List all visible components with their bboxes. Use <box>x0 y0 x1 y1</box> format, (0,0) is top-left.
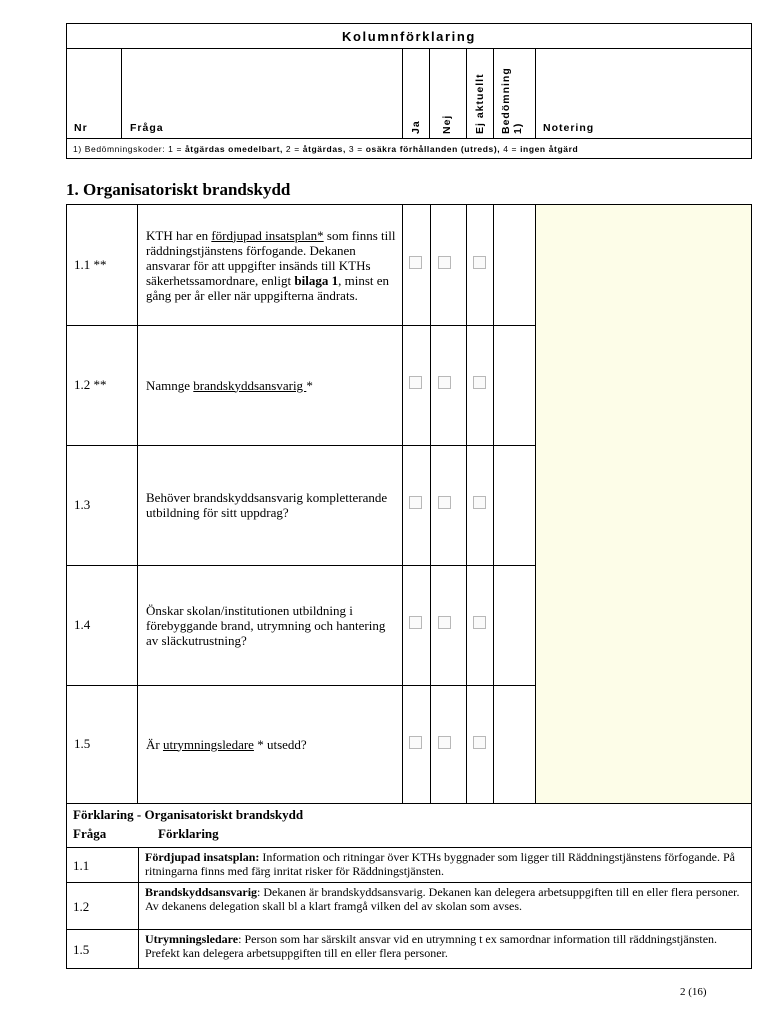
question-text: Behöver brandskyddsansvarig kompletterande utbildning för sitt uppdrag? <box>138 445 403 565</box>
question-text: Är utrymningsledare * utsedd? <box>138 685 403 803</box>
explanation-question-number: 1.1 <box>67 848 139 883</box>
col-header-bedomning: Bedömning 1) <box>494 49 536 138</box>
notering-field[interactable] <box>536 445 751 565</box>
assessment-codes: 1) Bedömningskoder: 1 = åtgärdas omedelbart, 2 = åtgärdas, 3 = osäkra förhållanden (utreds), 4 = ingen åtgärd <box>67 138 751 159</box>
question-number: 1.2 ** <box>67 325 138 445</box>
answer-ej-aktuellt-cell <box>467 205 494 325</box>
question-number: 1.5 <box>67 685 138 803</box>
answer-ja-cell <box>403 325 431 445</box>
question-text: KTH har en fördjupad insatsplan* som finns till räddningstjänstens förfogande. Dekanen ansvarar för att uppgifter insänds till KTHs säkerhetssamordnare, enligt bilaga 1, minst en gång per år eller när uppgifterna ändrats. <box>138 205 403 325</box>
ja-checkbox[interactable] <box>409 736 422 749</box>
answer-ej-aktuellt-cell <box>467 445 494 565</box>
bedomning-field[interactable] <box>494 325 536 445</box>
answer-ej-aktuellt-cell <box>467 565 494 685</box>
table-row <box>67 565 751 686</box>
legend-title: Kolumnförklaring <box>67 24 751 49</box>
table-row <box>67 205 751 326</box>
answer-nej-cell <box>431 445 467 565</box>
explanation-row <box>67 847 751 883</box>
explanation-row <box>67 929 751 969</box>
nej-checkbox[interactable] <box>438 256 451 269</box>
answer-nej-cell <box>431 205 467 325</box>
section-title: 1. Organisatoriskt brandskydd <box>66 180 291 199</box>
col-header-ej-aktuellt: Ej aktuellt <box>467 49 494 138</box>
question-table <box>66 204 752 969</box>
ej-aktuellt-checkbox[interactable] <box>473 736 486 749</box>
notering-field[interactable] <box>536 685 751 803</box>
nej-checkbox[interactable] <box>438 376 451 389</box>
explanation-row <box>67 882 751 930</box>
answer-ja-cell <box>403 445 431 565</box>
explanation-question-number: 1.5 <box>67 930 139 969</box>
question-text: Önskar skolan/institutionen utbildning i förebyggande brand, utrymning och hantering av släckutrustning? <box>138 565 403 685</box>
table-row <box>67 445 751 566</box>
ja-checkbox[interactable] <box>409 376 422 389</box>
answer-ej-aktuellt-cell <box>467 325 494 445</box>
answer-ja-cell <box>403 565 431 685</box>
ej-aktuellt-checkbox[interactable] <box>473 256 486 269</box>
ej-aktuellt-checkbox[interactable] <box>473 616 486 629</box>
answer-ja-cell <box>403 685 431 803</box>
explanation-text: Brandskyddsansvarig: Dekanen är brandskyddsansvarig. Dekanen kan delegera arbetsuppgiften till en eller flera personer. Av dekanens delegation skall bl a klart framgå vilken del av skolan som avses. <box>145 885 740 913</box>
notering-field[interactable] <box>536 205 751 325</box>
answer-nej-cell <box>431 565 467 685</box>
page-number: 2 (16) <box>680 986 707 998</box>
answer-ja-cell <box>403 205 431 325</box>
col-header-fraga: Fråga <box>122 49 403 138</box>
notering-field[interactable] <box>536 565 751 685</box>
explanation-col-forklaring: Förklaring <box>158 826 219 841</box>
answer-nej-cell <box>431 325 467 445</box>
col-header-nr: Nr <box>67 49 122 138</box>
question-text: Namnge brandskyddsansvarig * <box>138 325 403 445</box>
bedomning-field[interactable] <box>494 205 536 325</box>
col-header-notering: Notering <box>543 122 595 134</box>
question-number: 1.3 <box>67 445 138 565</box>
ej-aktuellt-checkbox[interactable] <box>473 376 486 389</box>
bedomning-field[interactable] <box>494 685 536 803</box>
column-legend-table <box>66 23 752 159</box>
bedomning-field[interactable] <box>494 565 536 685</box>
explanation-text: Fördjupad insatsplan: Information och ritningar över KTHs byggnader som ligger till Räddningstjänstens förfogande. På ritningarna finns med färg inritat risker för Räddningstjänsten. <box>145 850 735 878</box>
answer-nej-cell <box>431 685 467 803</box>
nej-checkbox[interactable] <box>438 736 451 749</box>
table-row <box>67 685 751 804</box>
question-number: 1.1 ** <box>67 205 138 325</box>
explanation-text: Utrymningsledare: Person som har särskilt ansvar vid en utrymning t ex samordnar information till räddningstjänsten. Prefekt kan delegera arbetsuppgiften till en eller flera personer. <box>145 932 718 960</box>
ja-checkbox[interactable] <box>409 256 422 269</box>
nej-checkbox[interactable] <box>438 616 451 629</box>
answer-ej-aktuellt-cell <box>467 685 494 803</box>
nej-checkbox[interactable] <box>438 496 451 509</box>
col-header-nej: Nej <box>430 49 467 138</box>
table-row <box>67 325 751 446</box>
col-header-ja: Ja <box>403 49 430 138</box>
ja-checkbox[interactable] <box>409 496 422 509</box>
question-number: 1.4 <box>67 565 138 685</box>
explanation-col-fraga: Fråga <box>73 826 107 841</box>
ja-checkbox[interactable] <box>409 616 422 629</box>
ej-aktuellt-checkbox[interactable] <box>473 496 486 509</box>
explanation-title: Förklaring - Organisatoriskt brandskydd <box>73 807 304 822</box>
explanation-question-number: 1.2 <box>67 883 139 930</box>
notering-field[interactable] <box>536 325 751 445</box>
bedomning-field[interactable] <box>494 445 536 565</box>
